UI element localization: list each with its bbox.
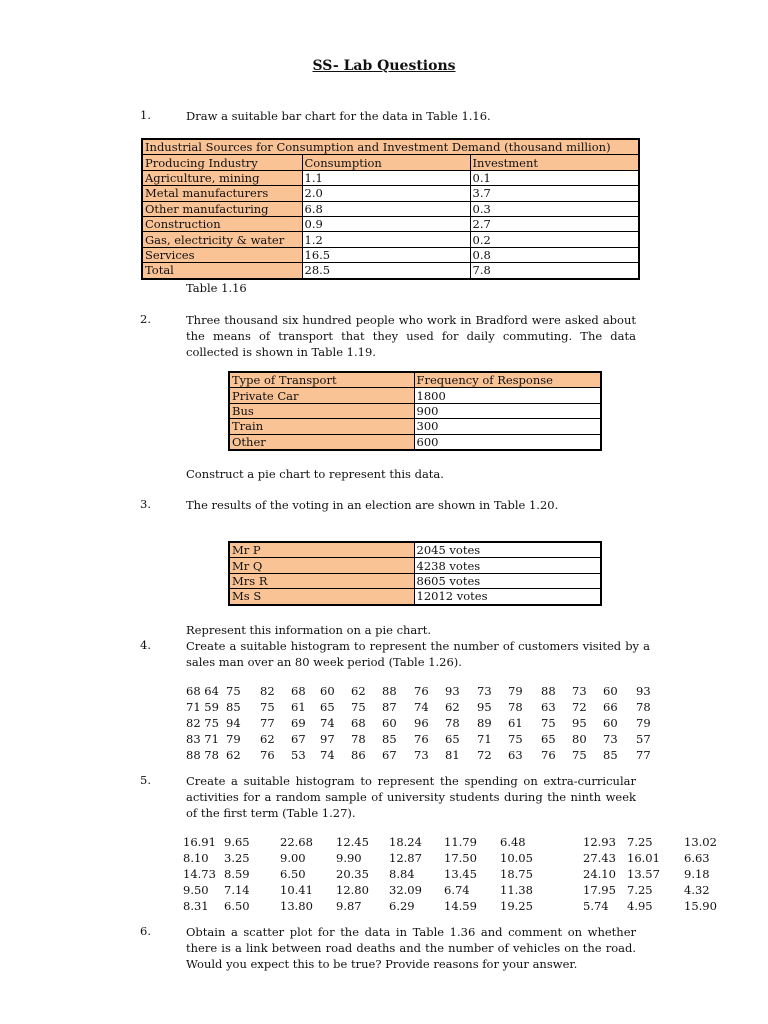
data-cell: 16.91 — [183, 835, 216, 849]
table-row — [142, 232, 639, 247]
transport-cell: Train — [229, 419, 414, 434]
data-cell: 74 — [414, 700, 429, 714]
data-cell: 14.73 — [183, 867, 216, 881]
data-cell: 14.59 — [444, 899, 477, 913]
data-cell: 6.50 — [224, 899, 250, 913]
data-cell: 6.63 — [684, 851, 710, 865]
investment-cell: 0.8 — [470, 247, 639, 262]
investment-cell: 0.1 — [470, 170, 639, 185]
data-cell: 88 — [541, 684, 556, 698]
data-cell: 60 — [603, 684, 618, 698]
consumption-cell: 2.0 — [302, 186, 470, 201]
data-cell: 73 — [603, 732, 618, 746]
data-cell: 69 — [291, 716, 306, 730]
data-cell: 85 — [603, 748, 618, 762]
data-cell: 17.95 — [583, 883, 616, 897]
data-cell: 67 — [291, 732, 306, 746]
data-cell: 95 — [477, 700, 492, 714]
data-row — [186, 715, 656, 731]
data-cell: 73 — [414, 748, 429, 762]
data-cell: 5.74 — [583, 899, 609, 913]
table-row — [142, 186, 639, 201]
candidate-cell: Ms S — [229, 589, 414, 605]
data-cell: 6.29 — [389, 899, 415, 913]
data-cell: 65 — [320, 700, 335, 714]
table-row — [229, 589, 601, 605]
data-cell: 60 — [603, 716, 618, 730]
data-cell: 24.10 — [583, 867, 616, 881]
data-cell: 61 — [291, 700, 306, 714]
data-cell: 82 — [260, 684, 275, 698]
question-4-number: 4. — [140, 638, 151, 652]
data-cell: 13.57 — [627, 867, 660, 881]
data-cell: 62 — [351, 684, 366, 698]
column-header: Producing Industry — [142, 155, 302, 170]
data-cell: 12.80 — [336, 883, 369, 897]
data-cell: 13.45 — [444, 867, 477, 881]
data-cell: 13.80 — [280, 899, 313, 913]
data-cell: 68 — [351, 716, 366, 730]
transport-cell: Private Car — [229, 388, 414, 403]
votes-cell: 4238 votes — [414, 558, 601, 573]
candidate-cell: Mr P — [229, 542, 414, 558]
data-cell: 87 — [382, 700, 397, 714]
table-caption: Table 1.16 — [186, 281, 247, 295]
frequency-cell: 300 — [414, 419, 601, 434]
data-cell: 80 — [572, 732, 587, 746]
question-6-number: 6. — [140, 924, 151, 938]
data-cell: 65 — [541, 732, 556, 746]
table-header-row — [142, 155, 639, 170]
data-cell: 72 — [477, 748, 492, 762]
frequency-cell: 900 — [414, 403, 601, 418]
consumption-cell: 6.8 — [302, 201, 470, 216]
data-cell: 15.90 — [684, 899, 717, 913]
data-cell: 79 — [636, 716, 651, 730]
consumption-cell: 1.1 — [302, 170, 470, 185]
question-5-number: 5. — [140, 773, 151, 787]
data-cell: 75 — [260, 700, 275, 714]
data-cell: 19.25 — [500, 899, 533, 913]
data-cell: 76 — [414, 684, 429, 698]
data-cell: 85 — [382, 732, 397, 746]
question-2-number: 2. — [140, 312, 151, 326]
data-cell: 9.18 — [684, 867, 710, 881]
data-cell: 9.87 — [336, 899, 362, 913]
data-cell: 6.50 — [280, 867, 306, 881]
data-cell: 57 — [636, 732, 651, 746]
data-cell: 53 — [291, 748, 306, 762]
data-row — [186, 699, 656, 715]
column-header: Frequency of Response — [414, 372, 601, 388]
data-cell: 8.10 — [183, 851, 209, 865]
data-cell: 75 — [541, 716, 556, 730]
data-cell: 7.25 — [627, 883, 653, 897]
data-cell: 75 — [226, 684, 241, 698]
data-cell: 17.50 — [444, 851, 477, 865]
data-cell: 88 78 — [186, 748, 219, 762]
data-cell: 85 — [226, 700, 241, 714]
data-cell: 78 — [351, 732, 366, 746]
table-title: Industrial Sources for Consumption and Investment Demand (thousand million) — [142, 139, 639, 155]
data-cell: 16.01 — [627, 851, 660, 865]
data-cell: 32.09 — [389, 883, 422, 897]
question-5-text: Create a suitable histogram to represent the spending on extra-curricular activities for a random sample of university students during the ninth week of the first term (Table 1.27). — [186, 774, 636, 820]
data-cell: 4.32 — [684, 883, 710, 897]
frequency-cell: 1800 — [414, 388, 601, 403]
data-cell: 73 — [477, 684, 492, 698]
data-cell: 10.05 — [500, 851, 533, 865]
column-header: Type of Transport — [229, 372, 414, 388]
data-cell: 65 — [445, 732, 460, 746]
data-cell: 66 — [603, 700, 618, 714]
data-cell: 63 — [541, 700, 556, 714]
data-cell: 60 — [382, 716, 397, 730]
question-2-instruction: Construct a pie chart to represent this data. — [186, 467, 444, 481]
table-row — [142, 201, 639, 216]
data-cell: 7.14 — [224, 883, 250, 897]
data-cell: 82 75 — [186, 716, 219, 730]
data-cell: 95 — [572, 716, 587, 730]
data-cell: 83 71 — [186, 732, 219, 746]
investment-cell: 0.2 — [470, 232, 639, 247]
question-4-text: Create a suitable histogram to represent the number of customers visited by a sales man over an 80 week period (Table 1.26). — [186, 639, 650, 669]
industry-cell: Gas, electricity & water — [142, 232, 302, 247]
consumption-cell: 1.2 — [302, 232, 470, 247]
data-cell: 78 — [636, 700, 651, 714]
data-cell: 79 — [508, 684, 523, 698]
question-6-text: Obtain a scatter plot for the data in Table 1.36 and comment on whether there is a link between road deaths and the number of vehicles on the road. Would you expect this to be true? Provide reasons for your answer. — [186, 925, 636, 971]
data-cell: 86 — [351, 748, 366, 762]
data-cell: 12.87 — [389, 851, 422, 865]
data-cell: 4.95 — [627, 899, 653, 913]
data-cell: 8.31 — [183, 899, 209, 913]
data-cell: 62 — [445, 700, 460, 714]
consumption-cell: 16.5 — [302, 247, 470, 262]
data-cell: 18.75 — [500, 867, 533, 881]
table-row — [229, 388, 601, 403]
data-cell: 73 — [572, 684, 587, 698]
question-3-instruction: Represent this information on a pie chart. — [186, 623, 432, 637]
data-cell: 8.84 — [389, 867, 415, 881]
industry-cell: Construction — [142, 216, 302, 231]
data-cell: 10.41 — [280, 883, 313, 897]
votes-cell: 2045 votes — [414, 542, 601, 558]
data-cell: 22.68 — [280, 835, 313, 849]
table-1-16 — [141, 138, 640, 280]
data-cell: 11.79 — [444, 835, 477, 849]
data-cell: 9.00 — [280, 851, 306, 865]
data-row — [183, 834, 724, 850]
page-title: SS- Lab Questions — [312, 58, 456, 74]
investment-cell: 3.7 — [470, 186, 639, 201]
data-cell: 76 — [260, 748, 275, 762]
data-cell: 27.43 — [583, 851, 616, 865]
investment-cell: 0.3 — [470, 201, 639, 216]
table-1-20 — [228, 541, 602, 606]
industry-cell: Agriculture, mining — [142, 170, 302, 185]
data-cell: 60 — [320, 684, 335, 698]
data-cell: 89 — [477, 716, 492, 730]
data-row — [186, 683, 656, 699]
frequency-cell: 600 — [414, 434, 601, 450]
transport-cell: Bus — [229, 403, 414, 418]
table-row — [229, 403, 601, 418]
question-2-text: Three thousand six hundred people who work in Bradford were asked about the means of transport that they used for daily commuting. The data collected is shown in Table 1.19. — [186, 313, 636, 359]
data-cell: 74 — [320, 716, 335, 730]
question-1-text: Draw a suitable bar chart for the data in Table 1.16. — [186, 109, 491, 123]
data-cell: 75 — [572, 748, 587, 762]
data-cell: 76 — [414, 732, 429, 746]
table-row — [229, 542, 601, 558]
data-cell: 71 — [477, 732, 492, 746]
data-cell: 7.25 — [627, 835, 653, 849]
data-cell: 20.35 — [336, 867, 369, 881]
data-cell: 3.25 — [224, 851, 250, 865]
table-row — [142, 170, 639, 185]
data-cell: 11.38 — [500, 883, 533, 897]
data-cell: 8.59 — [224, 867, 250, 881]
consumption-cell: 0.9 — [302, 216, 470, 231]
data-row — [183, 882, 724, 898]
industry-cell: Total — [142, 263, 302, 279]
data-row — [186, 747, 656, 763]
data-cell: 68 64 — [186, 684, 219, 698]
data-row — [186, 731, 656, 747]
data-cell: 13.02 — [684, 835, 717, 849]
data-cell: 62 — [260, 732, 275, 746]
data-cell: 18.24 — [389, 835, 422, 849]
table-row — [229, 573, 601, 588]
table-row — [229, 419, 601, 434]
data-cell: 71 59 — [186, 700, 219, 714]
data-cell: 72 — [572, 700, 587, 714]
data-cell: 96 — [414, 716, 429, 730]
table-row — [142, 263, 639, 279]
industry-cell: Services — [142, 247, 302, 262]
industry-cell: Other manufacturing — [142, 201, 302, 216]
data-cell: 75 — [351, 700, 366, 714]
data-row — [183, 850, 724, 866]
data-cell: 81 — [445, 748, 460, 762]
votes-cell: 12012 votes — [414, 589, 601, 605]
table-row — [229, 558, 601, 573]
column-header: Investment — [470, 155, 639, 170]
table-row — [142, 247, 639, 262]
data-cell: 61 — [508, 716, 523, 730]
data-cell: 12.45 — [336, 835, 369, 849]
data-cell: 6.74 — [444, 883, 470, 897]
data-cell: 67 — [382, 748, 397, 762]
data-cell: 78 — [445, 716, 460, 730]
industry-cell: Metal manufacturers — [142, 186, 302, 201]
table-title-row — [142, 139, 639, 155]
votes-cell: 8605 votes — [414, 573, 601, 588]
table-row — [229, 434, 601, 450]
data-cell: 12.93 — [583, 835, 616, 849]
data-cell: 74 — [320, 748, 335, 762]
column-header: Consumption — [302, 155, 470, 170]
question-3-number: 3. — [140, 497, 151, 511]
data-cell: 9.90 — [336, 851, 362, 865]
data-cell: 78 — [508, 700, 523, 714]
data-cell: 9.65 — [224, 835, 250, 849]
question-1-number: 1. — [140, 108, 151, 122]
candidate-cell: Mr Q — [229, 558, 414, 573]
data-cell: 75 — [508, 732, 523, 746]
data-cell: 6.48 — [500, 835, 526, 849]
data-cell: 93 — [636, 684, 651, 698]
spending-data-grid — [183, 834, 724, 914]
customer-data-grid — [186, 683, 656, 763]
data-row — [183, 898, 724, 914]
data-cell: 68 — [291, 684, 306, 698]
data-row — [183, 866, 724, 882]
table-1-19 — [228, 371, 602, 451]
table-row — [142, 216, 639, 231]
question-3-text: The results of the voting in an election are shown in Table 1.20. — [186, 498, 559, 512]
table-header-row — [229, 372, 601, 388]
consumption-cell: 28.5 — [302, 263, 470, 279]
data-cell: 9.50 — [183, 883, 209, 897]
data-cell: 77 — [636, 748, 651, 762]
data-cell: 76 — [541, 748, 556, 762]
data-cell: 62 — [226, 748, 241, 762]
data-cell: 94 — [226, 716, 241, 730]
investment-cell: 2.7 — [470, 216, 639, 231]
data-cell: 97 — [320, 732, 335, 746]
transport-cell: Other — [229, 434, 414, 450]
data-cell: 88 — [382, 684, 397, 698]
data-cell: 79 — [226, 732, 241, 746]
data-cell: 63 — [508, 748, 523, 762]
candidate-cell: Mrs R — [229, 573, 414, 588]
investment-cell: 7.8 — [470, 263, 639, 279]
data-cell: 77 — [260, 716, 275, 730]
data-cell: 93 — [445, 684, 460, 698]
